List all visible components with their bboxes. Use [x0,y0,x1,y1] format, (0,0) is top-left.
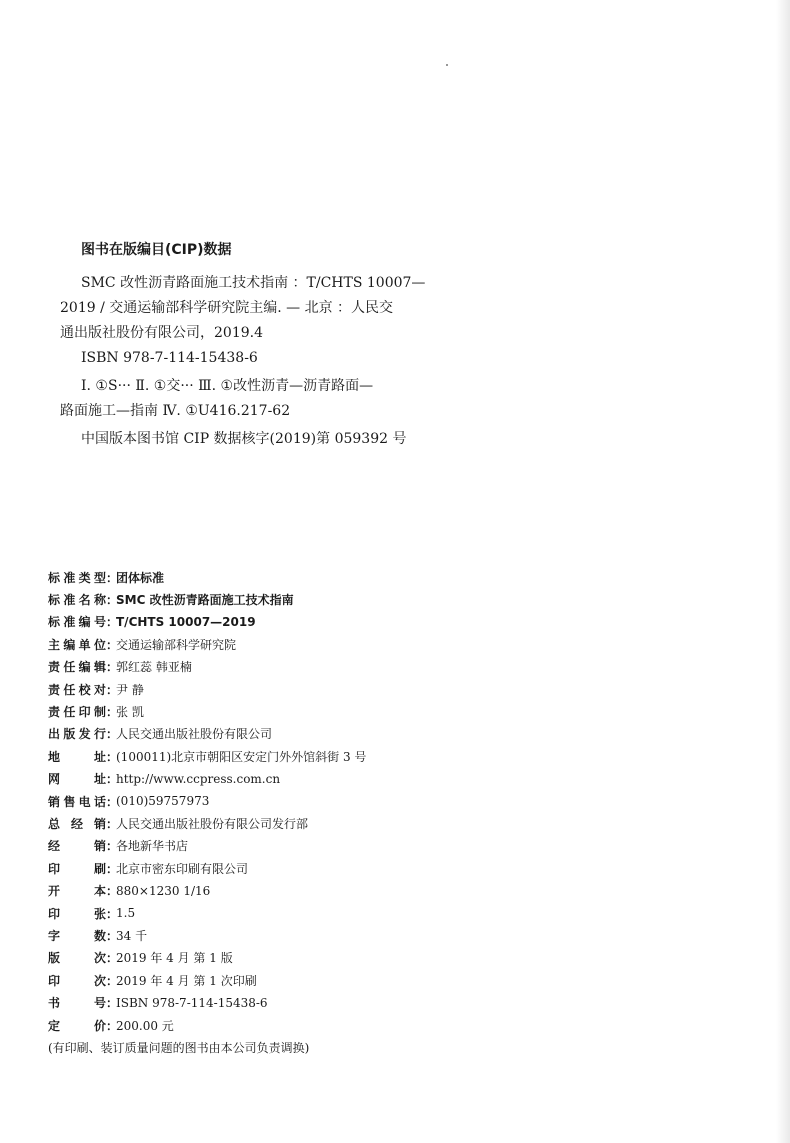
colophon-label: 印 次 [48,973,106,988]
colophon-value: (010)59757973 [116,794,210,809]
colophon-colon: ： [106,593,119,608]
colophon-label: 开 本 [48,884,106,899]
colophon-value: (100011)北京市朝阳区安定门外外馆斜街 3 号 [116,749,367,764]
colophon-row [48,790,468,812]
colophon-value: 1.5 [116,906,136,921]
colophon-value: 2019 年 4 月 第 1 版 [116,951,233,966]
colophon-colon: ： [106,996,119,1011]
colophon-row [48,700,468,722]
colophon-value: T/CHTS 10007—2019 [116,614,256,629]
colophon-label: 主 编 单 位 [48,637,106,652]
colophon-row [48,812,468,834]
colophon-rows [48,566,468,1036]
colophon-row [48,969,468,991]
colophon-row [48,768,468,790]
colophon-colon: ： [106,1018,119,1033]
colophon-colon: ： [106,615,119,630]
colophon-row [48,633,468,655]
colophon-colon: ： [106,794,119,809]
colophon-value: 北京市密东印刷有限公司 [116,861,249,876]
scan-speck [446,64,448,66]
colophon-colon: ： [106,705,119,720]
quality-notice: (有印刷、装订质量问题的图书由本公司负责调换) [48,1040,310,1055]
colophon-colon: ： [106,861,119,876]
colophon-value: 34 千 [116,928,148,943]
colophon-label: 书 号 [48,996,106,1011]
colophon-label: 责 任 编 辑 [48,660,106,675]
colophon-label: 出 版 发 行 [48,727,106,742]
colophon-label: 经 销 [48,839,106,854]
colophon-row [48,991,468,1013]
colophon-label: 总 经 销 [48,816,106,831]
colophon-colon: ： [106,839,119,854]
colophon-value: 团体标准 [116,570,165,585]
colophon-row [48,566,468,588]
colophon-colon: ： [106,660,119,675]
cip-title: 图书在版编目(CIP)数据 [81,242,232,258]
colophon-colon: ： [106,749,119,764]
colophon-value: 2019 年 4 月 第 1 次印刷 [116,973,257,988]
colophon-value: 张 凯 [116,705,144,720]
colophon-row [48,879,468,901]
colophon-colon: ： [106,682,119,697]
colophon-colon: ： [106,816,119,831]
cip-line-isbn: ISBN 978-7-114-15438-6 [81,350,258,366]
colophon-colon: ： [106,570,119,585]
colophon-value: 各地新华书店 [116,839,189,854]
colophon-label: 定 价 [48,1018,106,1033]
colophon-row [48,924,468,946]
colophon-row [48,947,468,969]
colophon-colon: ： [106,637,119,652]
cip-line-editor: 2019 / 交通运输部科学研究院主编. — 北京 ：人民交 [60,300,394,316]
colophon-colon: ： [106,884,119,899]
colophon-value: 880×1230 1/16 [116,883,211,898]
colophon-value: 人民交通出版社股份有限公司发行部 [116,816,309,831]
colophon-label: 责 任 印 制 [48,705,106,720]
colophon-row [48,656,468,678]
colophon-value: SMC 改性沥青路面施工技术指南 [116,593,294,608]
colophon-row [48,745,468,767]
colophon-row [48,1014,468,1036]
colophon-label: 地 址 [48,749,106,764]
colophon-colon: ： [106,951,119,966]
colophon-value: ISBN 978-7-114-15438-6 [116,995,268,1010]
cip-line-record-number: 中国版本图书馆 CIP 数据核字(2019)第 059392 号 [81,431,407,447]
cip-line-title: SMC 改性沥青路面施工技术指南 ：T/CHTS 10007— [81,275,426,291]
colophon-row [48,902,468,924]
colophon-colon: ： [106,727,119,742]
colophon-label: 责 任 校 对 [48,682,106,697]
colophon-label: 标 准 类 型 [48,570,106,585]
colophon-block [48,566,468,1058]
colophon-value: 人民交通出版社股份有限公司 [116,727,273,742]
colophon-row [48,611,468,633]
cip-line-publisher: 通出版社股份有限公司，2019.4 [60,325,263,341]
colophon-colon: ： [106,973,119,988]
colophon-label: 标 准 编 号 [48,615,106,630]
colophon-row [48,835,468,857]
colophon-label: 印 刷 [48,861,106,876]
colophon-label: 字 数 [48,928,106,943]
colophon-colon: ： [106,772,119,787]
colophon-row [48,588,468,610]
colophon-value: 200.00 元 [116,1018,174,1033]
colophon-label: 网 址 [48,772,106,787]
colophon-label: 版 次 [48,951,106,966]
colophon-row [48,678,468,700]
colophon-colon: ： [106,928,119,943]
colophon-value: 尹 静 [116,682,144,697]
colophon-label: 销 售 电 话 [48,794,106,809]
page-edge-shadow [776,0,790,1143]
colophon-row [48,723,468,745]
colophon-label: 标 准 名 称 [48,593,106,608]
colophon-colon: ： [106,906,119,921]
colophon-row [48,857,468,879]
cip-line-classification: Ⅰ. ①S··· Ⅱ. ①交··· Ⅲ. ①改性沥青—沥青路面— [81,378,374,394]
colophon-value: http://www.ccpress.com.cn [116,771,281,786]
colophon-value: 郭红蕊 韩亚楠 [116,660,192,675]
colophon-value: 交通运输部科学研究院 [116,637,237,652]
colophon-label: 印 张 [48,906,106,921]
cip-line-classification-cont: 路面施工—指南 Ⅳ. ①U416.217-62 [60,403,291,419]
